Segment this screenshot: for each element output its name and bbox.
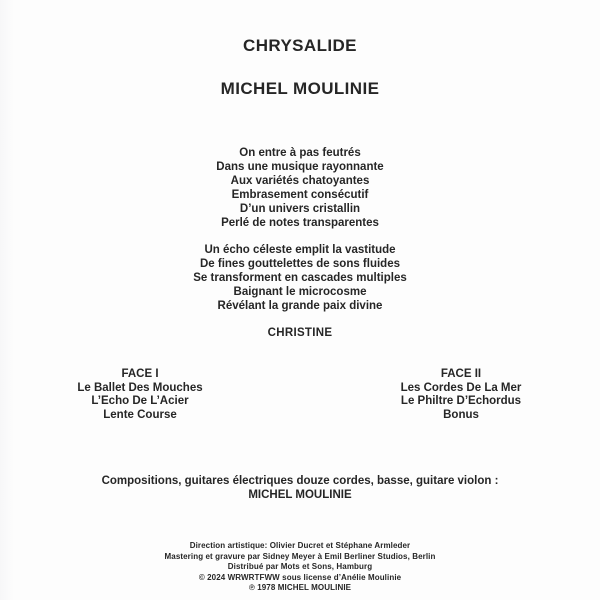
poem-stanza-1 [0,146,600,230]
track-item: Le Ballet Des Mouches [77,381,203,394]
poem-line: Aux variétés chatoyantes [230,175,370,187]
track-item: Le Philtre D’Echordus [400,395,522,407]
track-item: Bonus [443,408,479,421]
poem-line: Embrasement consécutif [231,189,369,201]
side-2-label: FACE II [440,368,482,380]
credit-line: © 2024 WRWRTFWW sous license d’Anélie Moulinie [198,572,402,582]
poem-line: Perlé de notes transparentes [221,217,379,229]
production-credits [0,541,600,594]
poem-line: Dans une musique rayonnante [216,161,384,173]
credit-line: Distribué par Mots et Sons, Hamburg [227,562,373,571]
side-1-label: FACE I [121,368,159,380]
artist-name: MICHEL MOULINIE [220,79,380,98]
track-item: L’Echo De L’Acier [91,395,189,407]
poem-author: CHRISTINE [267,327,333,339]
poem-line: Un écho céleste emplit la vastitude [204,244,396,256]
track-item: Les Cordes De La Mer [400,381,522,394]
tracklist-side-1 [0,368,280,422]
credit-line: Mastering et gravure par Sidney Meyer à Emil Berliner Studios, Berlin [164,551,436,561]
poem-line: Se transforment en cascades multiples [193,272,407,284]
poem-line: Révélant la grande paix divine [217,300,383,312]
tracklist-side-2 [321,368,600,422]
poem-line: D’un univers cristallin [239,203,361,215]
credit-line: ℗ 1978 MICHEL MOULINIE [248,583,352,592]
poem-line: On entre à pas feutrés [239,147,361,159]
track-item: Lente Course [103,408,177,421]
poem-line: Baignant le microcosme [233,286,367,298]
instruments-line: Compositions, guitares électriques douze cordes, basse, guitare violon : [101,475,499,487]
musician-name: MICHEL MOULINIE [248,489,352,501]
album-title: CHRYSALIDE [243,36,357,55]
poem-stanza-2 [0,243,600,313]
musician-credit [0,474,600,502]
credit-line: Direction artistique: Olivier Ducret et Stéphane Armleder [189,541,411,550]
poem-line: De fines gouttelettes de sons fluides [199,258,400,270]
